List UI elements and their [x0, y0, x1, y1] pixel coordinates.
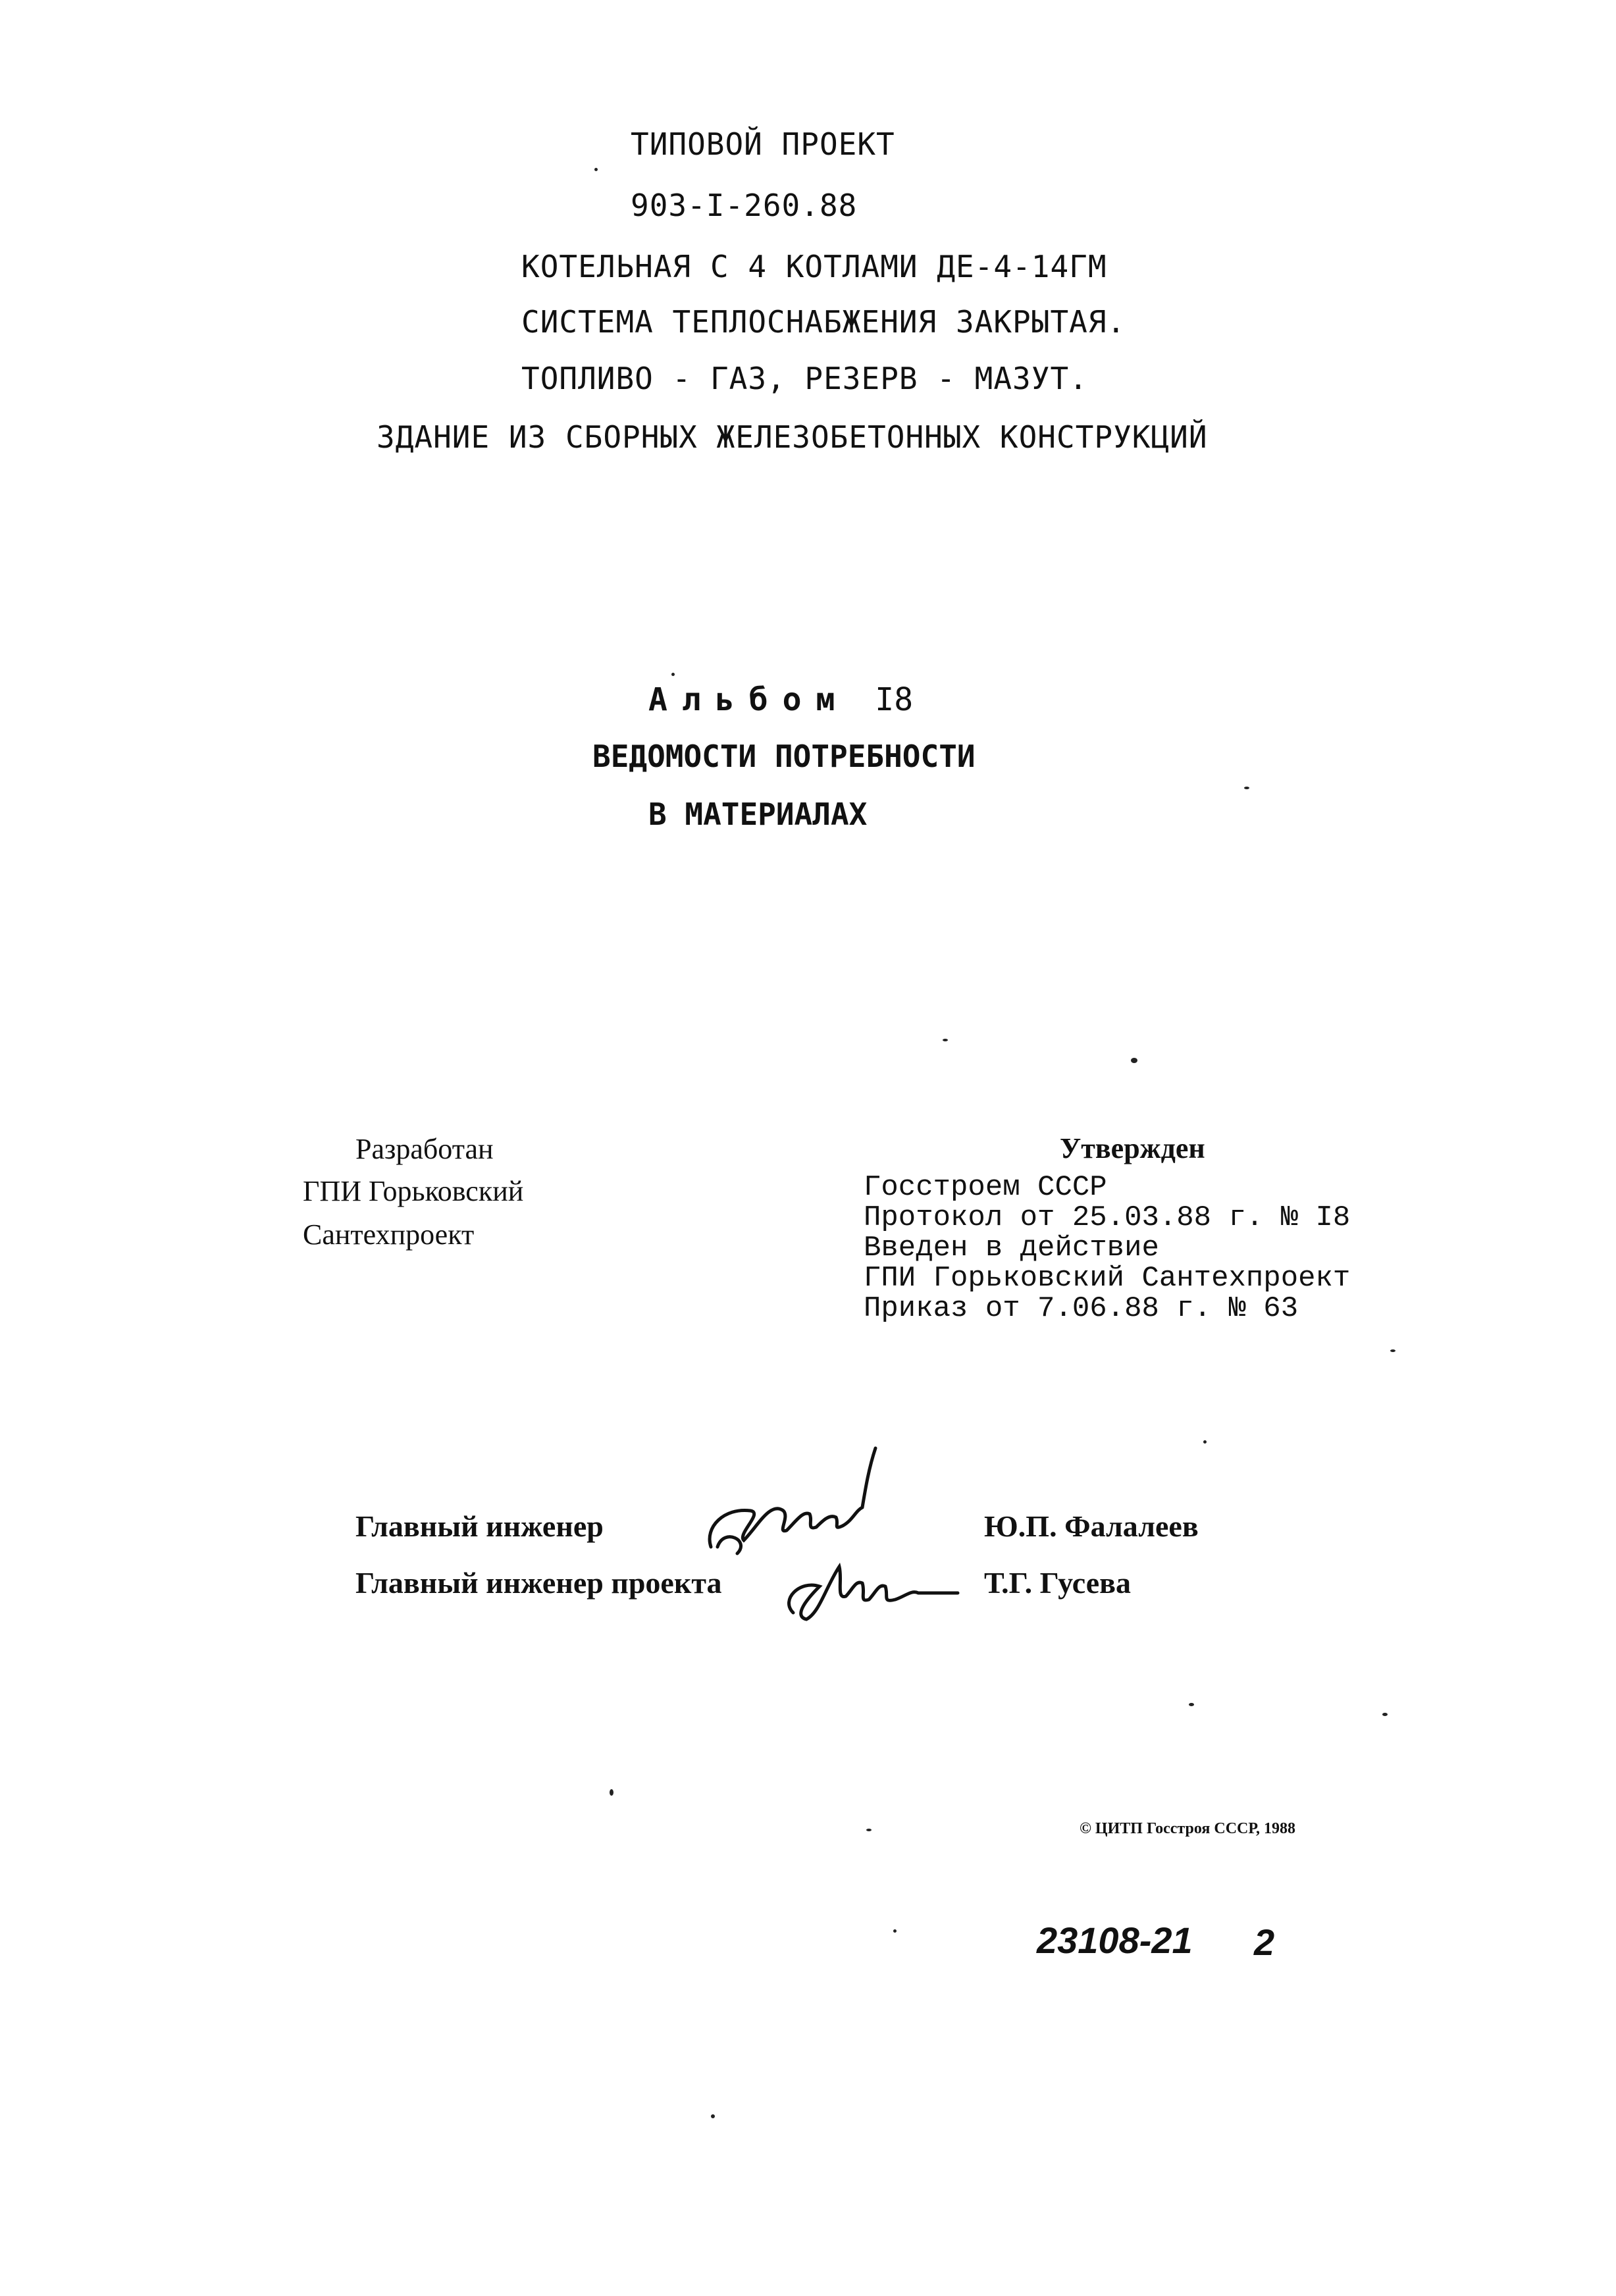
- approved-line: Протокол от 25.03.88 г. № I8: [864, 1201, 1351, 1234]
- approved-line: Госстроем СССР: [864, 1171, 1107, 1204]
- album-title: ВЕДОМОСТИ ПОТРЕБНОСТИ: [592, 739, 976, 774]
- album-number: I8: [875, 681, 914, 718]
- project-code: 903-I-260.88: [631, 188, 858, 223]
- signature-name: Ю.П. Фалалеев: [984, 1509, 1199, 1543]
- scan-speck: [1203, 1440, 1207, 1444]
- scan-speck: [893, 1929, 897, 1933]
- scan-speck: [594, 168, 598, 171]
- approved-heading: Утвержден: [1060, 1132, 1205, 1164]
- approved-line: ГПИ Горьковский Сантехпроект: [864, 1262, 1351, 1295]
- album-title: В МАТЕРИАЛАХ: [648, 796, 868, 832]
- signature-name: Т.Г. Гусева: [984, 1566, 1131, 1600]
- scan-speck: [1189, 1703, 1194, 1706]
- project-type: ТИПОВОЙ ПРОЕКТ: [631, 126, 895, 162]
- project-title-line: СИСТЕМА ТЕПЛОСНАБЖЕНИЯ ЗАКРЫТАЯ.: [521, 304, 1126, 340]
- scan-speck: [1131, 1058, 1137, 1063]
- scan-speck: [1382, 1713, 1388, 1716]
- developed-heading: Разработан: [355, 1133, 494, 1165]
- approved-line: Приказ от 7.06.88 г. № 63: [864, 1292, 1299, 1325]
- scan-speck: [1390, 1349, 1395, 1352]
- scan-speck: [610, 1789, 613, 1796]
- copyright-note: © ЦИТП Госстроя СССР, 1988: [1080, 1820, 1296, 1837]
- project-title-line: ЗДАНИЕ ИЗ СБОРНЫХ ЖЕЛЕЗОБЕТОННЫХ КОНСТРУКЦИЙ: [377, 419, 1208, 455]
- signature-role: Главный инженер: [355, 1509, 604, 1543]
- scan-speck: [943, 1039, 948, 1041]
- signature-role: Главный инженер проекта: [355, 1566, 722, 1600]
- approved-line: Введен в действие: [864, 1232, 1159, 1265]
- document-number: 23108-21: [1037, 1919, 1193, 1961]
- handwritten-signature-image: [780, 1540, 964, 1632]
- project-title-line: КОТЕЛЬНАЯ С 4 КОТЛАМИ ДЕ-4-14ГМ: [521, 249, 1107, 284]
- developed-line: ГПИ Горьковский: [303, 1175, 524, 1207]
- album-heading: [648, 681, 913, 718]
- scan-speck: [671, 673, 675, 676]
- project-title-line: ТОПЛИВО - ГАЗ, РЕЗЕРВ - МАЗУТ.: [521, 361, 1088, 396]
- page-number: 2: [1254, 1921, 1275, 1963]
- developed-line: Сантехпроект: [303, 1218, 475, 1251]
- scan-speck: [1244, 787, 1249, 789]
- scan-speck: [711, 2114, 715, 2118]
- album-label: Альбом: [648, 681, 850, 718]
- scan-speck: [866, 1829, 872, 1831]
